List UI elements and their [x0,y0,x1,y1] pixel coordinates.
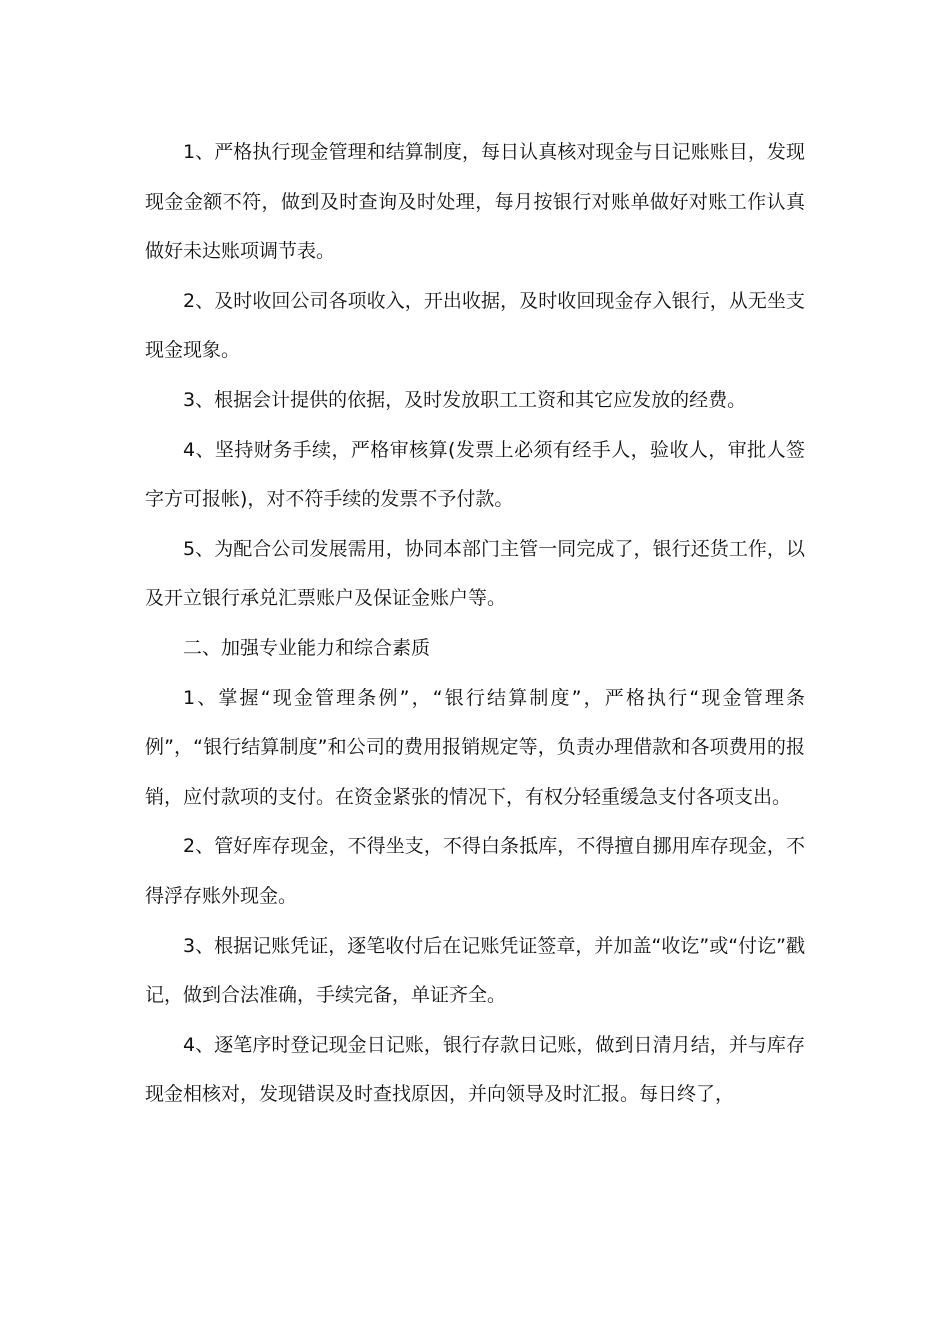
paragraph-voucher-stamping: 3、根据记账凭证，逐笔收付后在记账凭证签章，并加盖“收讫”或“付讫”戳记，做到合法准确，手续完备，单证齐全。 [145,934,805,1007]
paragraph-income-collection: 2、及时收回公司各项收入，开出收据，及时收回现金存入银行，从无坐支现金现象。 [145,289,805,362]
paragraph-regulations: 1、掌握“现金管理条例”，“银行结算制度”，严格执行“现金管理条例”，“银行结算制度”和公司的费用报销规定等，负责办理借款和各项费用的报销，应付款项的支付。在资金紧张的情况下，有权分轻重缓急支付各项支出。 [145,686,805,808]
paragraph-cash-custody: 2、管好库存现金，不得坐支，不得白条抵库，不得擅自挪用库存现金，不得浮存账外现金。 [145,835,805,907]
paragraph-wage-payment: 3、根据会计提供的依据，及时发放职工工资和其它应发放的经费。 [183,388,747,411]
paragraph-bank-accounts: 5、为配合公司发展需用，协同本部门主管一同完成了，银行还货工作，以及开立银行承兑汇票账户及保证金账户等。 [145,537,805,610]
section-heading: 二、加强专业能力和综合素质 [183,636,431,659]
paragraph-cash-management: 1、严格执行现金管理和结算制度，每日认真核对现金与日记账账目，发现现金金额不符，做到及时查询及时处理，每月按银行对账单做好对账工作认真做好未达账项调节表。 [145,141,805,263]
paragraph-journal-recording: 4、逐笔序时登记现金日记账，银行存款日记账，做到日清月结，并与库存现金相核对，发现错误及时查找原因，并向领导及时汇报。每日终了， [145,1033,805,1106]
paragraph-financial-procedures: 4、坚持财务手续，严格审核算(发票上必须有经手人，验收人，审批人签字方可报帐)，对不符手续的发票不予付款。 [145,438,805,511]
document-body [145,128,805,1120]
